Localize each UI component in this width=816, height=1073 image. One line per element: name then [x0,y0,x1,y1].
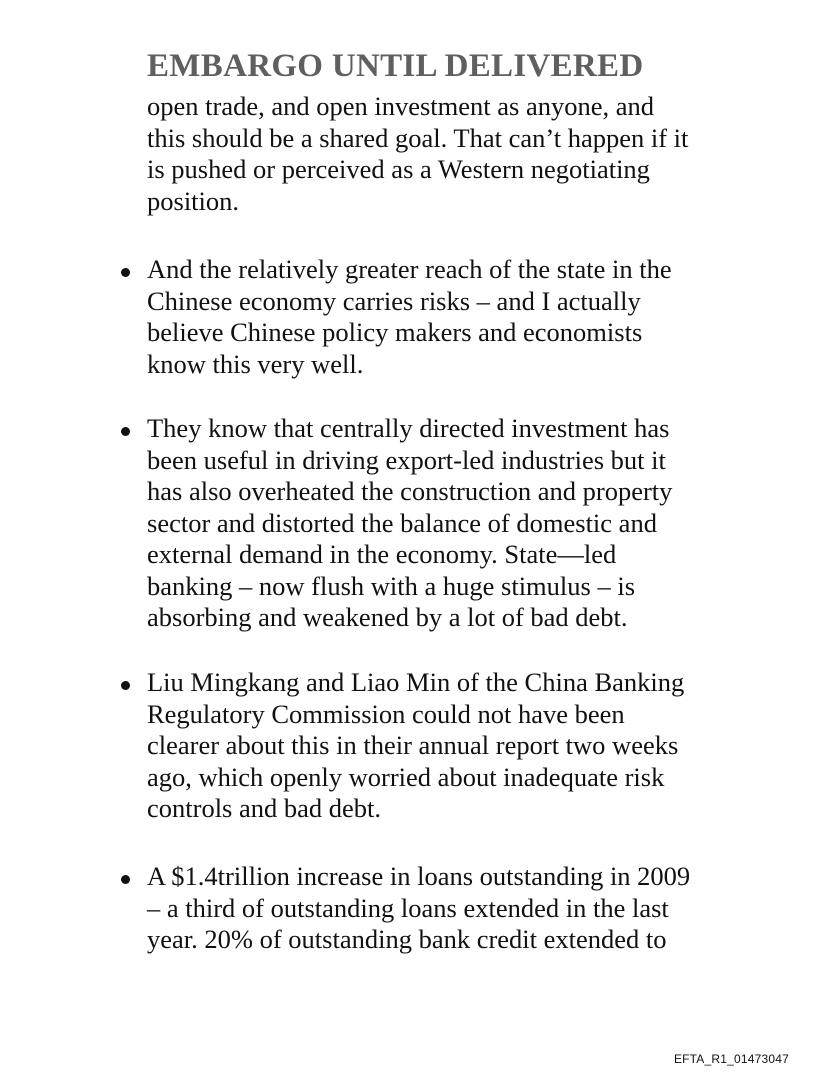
paragraph-line: is pushed or perceived as a Western negotiating [147,154,650,184]
bullet-text [147,667,684,825]
paragraph-line: position. [147,185,240,216]
bullet-line: has also overheated the construction and property [147,476,673,506]
bullet-line: – a third of outstanding loans extended in the last [147,892,669,923]
bullet-line: believe Chinese policy makers and economists [147,317,643,347]
bullet-line: ago, which openly worried about inadequate risk [147,761,665,792]
bullet-line: year. 20% of outstanding bank credit extended to [147,924,667,954]
bullet-line: And the relatively greater reach of the state in the [147,254,672,284]
bullet-text [147,254,672,380]
embargo-header: EMBARGO UNTIL DELIVERED [147,48,644,84]
bullet-line: Liu Mingkang and Liao Min of the China Banking [147,667,685,697]
bullet-dot-icon [121,875,130,884]
bullet-line: know this very well. [147,348,364,379]
paragraph-line: open trade, and open investment as anyone, and [147,91,655,121]
bullet-line: sector and distorted the balance of domestic and [147,507,657,538]
bullet-dot-icon [121,268,130,277]
bullet-line: external demand in the economy. State—led [147,539,617,569]
lead-paragraph [147,91,747,217]
bullet-dot-icon [121,427,130,436]
bullet-line: been useful in driving export-led industries but it [147,444,666,475]
bullet-line: banking – now flush with a huge stimulus – is [147,570,636,601]
document-id: EFTA_R1_01473047 [673,1052,789,1066]
paragraph-line: this should be a shared goal. That can’t happen if it [147,122,689,153]
bullet-dot-icon [121,681,130,690]
bullet-text [147,861,690,956]
bullet-line: Chinese economy carries risks – and I actually [147,285,641,316]
bullet-line: clearer about this in their annual report two weeks [147,730,679,760]
bullet-line: controls and bad debt. [147,793,382,823]
bullet-line: A $1.4trillion increase in loans outstanding in 2009 [147,861,691,891]
bullet-text [147,413,672,634]
bullet-line: absorbing and weakened by a lot of bad debt. [147,602,628,632]
bullet-line: Regulatory Commission could not have been [147,698,625,729]
bullet-line: They know that centrally directed investment has [147,413,670,443]
